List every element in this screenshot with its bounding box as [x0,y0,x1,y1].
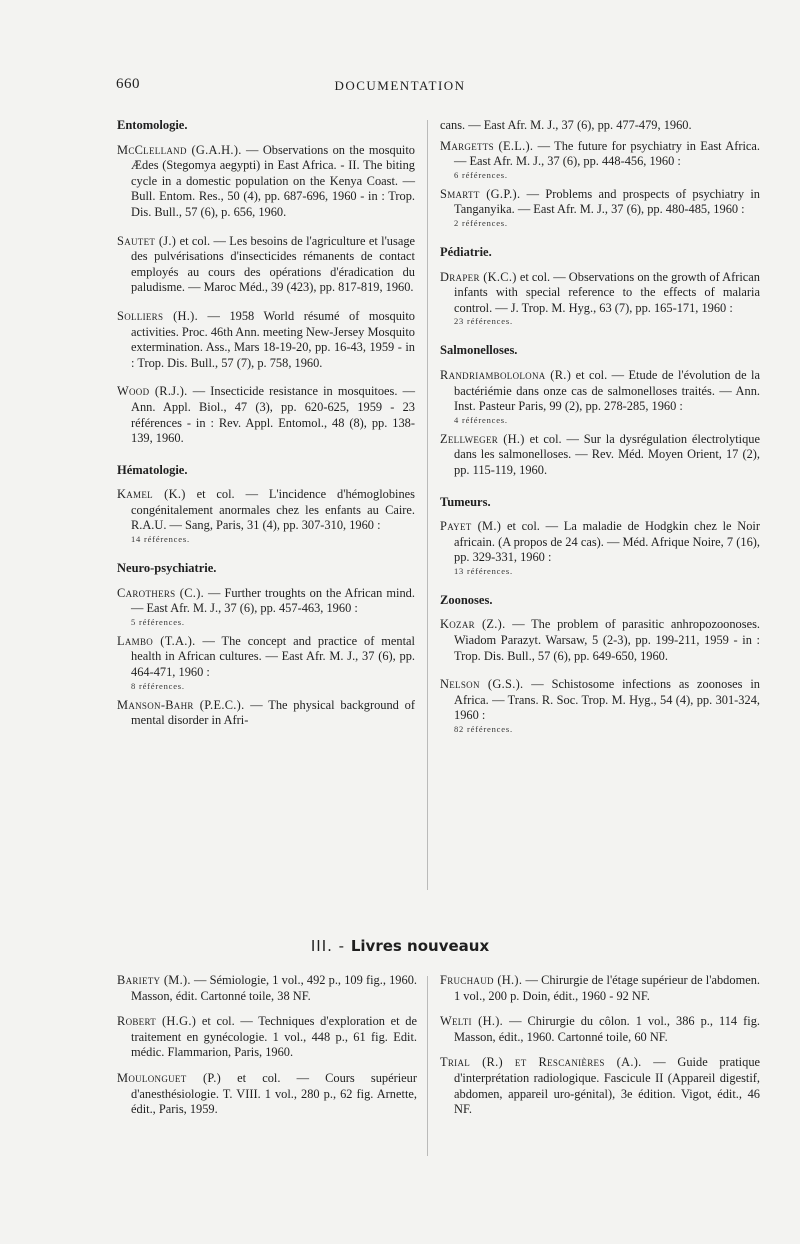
book-author: Welti (H.). [440,1014,504,1029]
entry-text: — The problem of parasitic anhropozoonoses. Wiadom Parazyt. Warsaw, 5 (2-3), pp. 199-211, 1959 - in : Trop. Dis. Bull., 57 (6), pp. 649-650, 1960. [454,617,760,663]
bibliography-entry [117,234,415,296]
book-text: et col. — Techniques d'exploration et de traitement en gynécologie. 1 vol., 448 p., 61 fig. Edit. médic. Flammarion, Paris, 1960. [131,1014,417,1060]
bibliography-entry [440,270,760,328]
entry-text: et col. — L'incidence d'hémoglobines congénitalement anormales chez les enfants au Caire. R.A.U. — Sang, Paris, 31 (4), pp. 307-310, 1960 : [131,487,415,533]
section-heading: Salmonelloses. [440,343,518,358]
continued-entry [440,118,760,134]
section-heading: Neuro-psychiatrie. [117,561,217,576]
entry-references: 82 références. [454,724,513,735]
bibliography-entry [117,309,415,371]
books-heading [0,937,800,955]
entry-author: Randriambololona (R.) [440,367,572,382]
book-entry [440,1055,760,1117]
book-text: — Chirurgie de l'étage supérieur de l'abdomen. 1 vol., 200 p. Doin, édit., 1960 - 92 NF. [454,973,760,1003]
continued-entry-text: cans. — East Afr. M. J., 37 (6), pp. 477-479, 1960. [440,118,692,132]
entry-references: 14 références. [131,534,190,545]
bibliography-entry [117,487,415,545]
section-heading: Zoonoses. [440,592,493,607]
bibliography-entry [440,617,760,664]
entry-text: — Further troughts on the African mind. — East Afr. M. J., 37 (6), pp. 457-463, 1960 : [131,585,415,616]
entry-text: et col. — La maladie de Hodgkin chez le Noir africain. (A propos de 24 cas). — Méd. Afrique Noire, 7 (16), pp. 329-331, 1960 : [454,519,760,565]
entry-author: Kozar (Z.). [440,617,506,632]
entry-author: Manson-Bahr (P.E.C.). [117,697,245,712]
book-text: — Sémiologie, 1 vol., 492 p., 109 fig., 1960. Masson, édit. Cartonné toile, 38 NF. [131,973,417,1003]
entry-text: — Problems and prospects of psychiatry in Tanganyika. — East Afr. M. J., 37 (6), pp. 480-485, 1960 : [454,186,760,217]
books-left-column [117,973,417,1128]
bibliography-entry [117,698,415,729]
book-entry [117,1071,417,1118]
page-number: 660 [116,76,140,92]
entry-author: Carothers (C.). [117,585,205,600]
books-heading-number: III. [310,937,333,955]
entry-text: et col. — Sur la dysrégulation électrolytique dans les salmonelloses. — Rev. Méd. Moyen Orient, 17 (2), pp. 115-119, 1960. [454,431,760,477]
book-text: et col. — Cours supérieur d'anesthésiologie. T. VIII. 1 vol., 280 p., 62 fig. Arnette, édit., Paris, 1959. [131,1070,417,1117]
bibliography-entry [117,586,415,628]
entry-author: Solliers (H.). [117,308,199,323]
running-title: DOCUMENTATION [334,78,466,93]
book-entry [117,973,417,1004]
books-right-column [440,973,760,1128]
section-heading: Tumeurs. [440,494,491,509]
entry-text: — The future for psychiatry in East Africa. — East Afr. M. J., 37 (6), pp. 448-456, 1960 : [454,138,760,169]
right-column [440,118,760,741]
entry-text: — Insecticide resistance in mosquitoes. — Ann. Appl. Biol., 47 (3), pp. 620-625, 1959 - 23 références - in : Rev. Appl. Entomol., 48 (8), pp. 138-139, 1960. [131,384,415,446]
section-heading: Entomologie. [117,118,188,132]
entry-references: 5 références. [131,616,185,627]
bibliography-entry [440,677,760,735]
entry-text: — Schistosome infections as zoonoses in Africa. — Trans. R. Soc. Trop. M. Hyg., 54 (4), pp. 301-324, 1960 : [454,677,760,723]
books-heading-title: Livres nouveaux [350,937,490,955]
entry-author: Sautet (J.) [117,233,177,248]
book-text: — Guide pratique d'interprétation radiologique. Fascicule II (Appareil digestif, abdomen, appareil uro-génital), 3e édition. Vigot, édit., 46 NF. [454,1055,761,1117]
book-author: Trial (R.) et Rescanières (A.). [440,1055,642,1070]
entry-references: 4 références. [454,414,508,425]
books-column-divider [427,976,428,1156]
bibliography-entry [117,384,415,446]
entry-author: Margetts (E.L.). [440,138,534,153]
bibliography-entry [440,519,760,577]
bibliography-entry [440,139,760,181]
bibliography-entry [117,143,415,221]
entry-author: Zellweger (H.) [440,431,525,446]
entry-references: 2 références. [454,217,508,228]
section-heading: Hématologie. [117,462,188,477]
entry-text: — The physical background of mental disorder in Afri- [131,697,415,728]
entry-author: Draper (K.C.) [440,269,517,284]
entry-text: — Observations on the mosquito Ædes (Stegomya aegypti) in East Africa. - II. The biting cycle in a domestic population on the Kenya Coast. — Bull. Entom. Res., 50 (4), pp. 687-696, 1960 - in : Trop. Dis. Bull., 57 (6), p. 656, 1960. [131,142,416,219]
section-heading: Pédiatrie. [440,244,492,259]
page-header [0,76,800,96]
entry-text: — 1958 World résumé of mosquito activities. Proc. 46th Ann. meeting New-Jersey Mosquito extermination. Ass., Mars 18-19-20, pp. 16-43, 1959 - in : Trop. Dis. Bull., 57 (7), p. 758, 1960. [131,308,415,370]
book-author: Fruchaud (H.). [440,973,523,987]
book-author: Moulonguet (P.) [117,1070,222,1085]
book-text: — Chirurgie du côlon. 1 vol., 386 p., 114 fig. Masson, édit., 1960. Cartonné toile, 60 NF. [454,1014,760,1044]
entry-text: — The concept and practice of mental health in African cultures. — East Afr. M. J., 37 (6), pp. 464-471, 1960 : [131,633,415,680]
book-author: Bariety (M.). [117,973,191,987]
entry-author: Smartt (G.P.). [440,186,521,201]
bibliography-entry [440,187,760,229]
entry-text: et col. — Les besoins de l'agriculture et l'usage des pulvérisations d'insecticides rémanents de contact employés au cours des opérations d'éradication du paludisme. — Maroc Méd., 39 (423), pp. 817-819, 1960. [131,233,416,295]
entry-text: et col. — Observations on the growth of African infants with special reference to the effects of malaria control. — J. Trop. M. Hyg., 63 (7), pp. 165-171, 1960 : [454,269,761,315]
entry-text: et col. — Etude de l'évolution de la bactériémie dans onze cas de salmonelloses traités. — Ann. Inst. Pasteur Paris, 99 (2), pp. 278-285, 1960 : [454,367,760,414]
book-entry [117,1014,417,1061]
bibliography-entry [440,432,760,479]
book-author: Robert (H.G.) [117,1014,197,1029]
entry-references: 23 références. [454,316,513,327]
entry-references: 8 références. [131,680,185,691]
books-heading-dash: - [332,937,351,955]
entry-references: 6 références. [454,169,508,180]
entry-author: Lambo (T.A.). [117,633,196,648]
book-entry [440,973,760,1004]
bibliography-entry [117,634,415,692]
book-entry [440,1014,760,1045]
entry-author: Nelson (G.S.). [440,677,524,692]
entry-references: 13 références. [454,565,513,576]
bibliography-entry [440,368,760,426]
left-column [117,118,415,742]
entry-author: Kamel (K.) [117,487,186,502]
entry-author: Payet (M.) [440,519,502,534]
entry-author: McClelland (G.A.H.). [117,142,242,157]
column-divider [427,120,428,890]
entry-author: Wood (R.J.). [117,384,188,399]
